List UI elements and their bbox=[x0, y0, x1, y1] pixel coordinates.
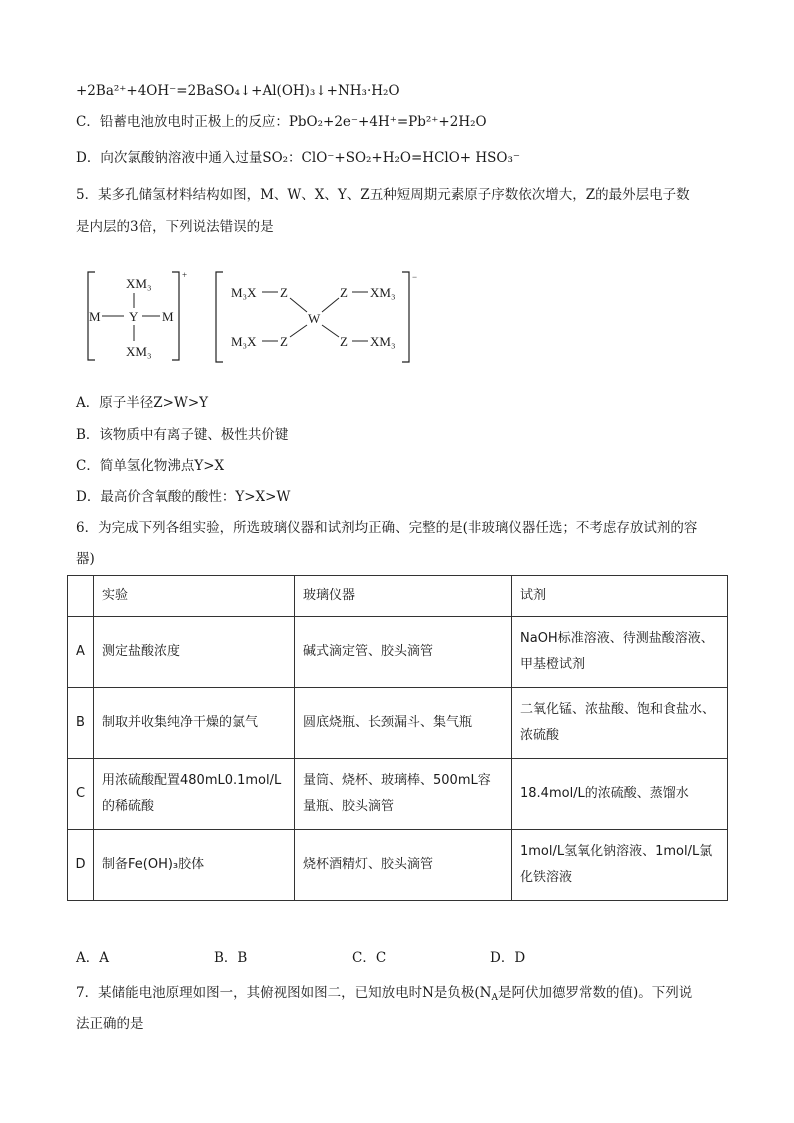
q5-stem-line-1: 5．某多孔储氢材料结构如图，M、W、X、Y、Z五种短周期元素原子序数依次增大，Z的最外层电子数 bbox=[76, 187, 690, 203]
cell-line: 二氧化锰、浓盐酸、饱和食盐水、 bbox=[520, 702, 716, 717]
experiment-cell bbox=[94, 617, 295, 688]
anion-top-right-group: XM₃ bbox=[370, 285, 396, 300]
cation-bottom-group: XM₃ bbox=[126, 344, 152, 359]
q5-option-a: A．原子半径Z>W>Y bbox=[76, 395, 209, 411]
table-row bbox=[68, 759, 728, 830]
experiment-table bbox=[67, 575, 728, 901]
anion-left-bracket bbox=[216, 272, 223, 362]
row-key: B bbox=[68, 688, 94, 759]
cell-line: 化铁溶液 bbox=[520, 870, 573, 885]
q6-answer-d: D．D bbox=[490, 950, 526, 966]
cell-line: 甲基橙试剂 bbox=[520, 657, 586, 672]
q6-answer-b: B．B bbox=[214, 950, 248, 966]
cell-line: 量筒、烧杯、玻璃棒、500mL容 bbox=[303, 773, 491, 788]
anion-top-left-z: Z bbox=[280, 285, 288, 300]
anion-bottom-right-z: Z bbox=[340, 334, 348, 349]
cation-right-bracket bbox=[172, 272, 179, 360]
q6-stem-line-2: 器) bbox=[76, 551, 95, 567]
glassware-cell bbox=[295, 830, 512, 901]
cell-line: 碱式滴定管、胶头滴管 bbox=[303, 644, 434, 659]
table-header-cell: 试剂 bbox=[512, 576, 728, 617]
table-header-cell: 玻璃仪器 bbox=[295, 576, 512, 617]
cell-line: 用浓硫酸配置480mL0.1mol/L bbox=[102, 773, 282, 788]
anion-bottom-left-group: M₃X bbox=[231, 334, 257, 349]
q4-option-a-continued: +2Ba²⁺+4OH⁻=2BaSO₄↓+Al(OH)₃↓+NH₃·H₂O bbox=[76, 83, 400, 99]
cation-left-bracket bbox=[88, 272, 95, 360]
cell-line: 1mol/L氢氧化钠溶液、1mol/L氯 bbox=[520, 844, 713, 859]
table-header-cell bbox=[68, 576, 94, 617]
experiment-cell bbox=[94, 830, 295, 901]
q6-answer-a: A．A bbox=[76, 950, 109, 966]
cation-charge: + bbox=[182, 270, 188, 280]
q5-option-d: D．最高价含氧酸的酸性：Y>X>W bbox=[76, 489, 291, 505]
anion-bottom-left-z: Z bbox=[280, 334, 288, 349]
glassware-cell bbox=[295, 759, 512, 830]
table-row bbox=[68, 688, 728, 759]
reagent-cell bbox=[512, 688, 728, 759]
reagent-cell bbox=[512, 759, 728, 830]
cell-line: NaOH标准溶液、待测盐酸溶液、 bbox=[520, 631, 714, 646]
cell-line: 制取并收集纯净干燥的氯气 bbox=[102, 715, 259, 730]
cell-line: 浓硫酸 bbox=[520, 728, 560, 743]
row-key: C bbox=[68, 759, 94, 830]
row-key: D bbox=[68, 830, 94, 901]
cell-line: 圆底烧瓶、长颈漏斗、集气瓶 bbox=[303, 715, 473, 730]
cation-left-atom: M bbox=[89, 309, 101, 324]
anion-right-bracket bbox=[402, 272, 409, 362]
q5-option-b: B．该物质中有离子键、极性共价键 bbox=[76, 427, 289, 443]
cation-center-atom: Y bbox=[129, 309, 139, 324]
cation-top-group: XM₃ bbox=[126, 276, 152, 291]
cell-line: 量瓶、胶头滴管 bbox=[303, 799, 395, 814]
q7-stem-line-1 bbox=[76, 984, 692, 1002]
q6-stem-line-1: 6．为完成下列各组实验，所选玻璃仪器和试剂均正确、完整的是(非玻璃仪器任选；不考虑存放试剂的容 bbox=[76, 520, 698, 536]
table-row bbox=[68, 830, 728, 901]
reagent-cell bbox=[512, 830, 728, 901]
q5-stem-line-2: 是内层的3倍，下列说法错误的是 bbox=[76, 219, 274, 235]
q7-stem-part: 是阿伏加德罗常数的值)。下列说 bbox=[497, 985, 693, 1001]
cell-line: 的稀硫酸 bbox=[102, 799, 155, 814]
anion-charge: − bbox=[412, 272, 418, 282]
anion-top-left-group: M₃X bbox=[231, 285, 257, 300]
cell-line: 测定盐酸浓度 bbox=[102, 644, 181, 659]
q6-answer-c: C．C bbox=[352, 950, 387, 966]
anion-bottom-right-group: XM₃ bbox=[370, 334, 396, 349]
anion-center-atom: W bbox=[308, 311, 321, 326]
q7-subscript: A bbox=[491, 993, 498, 1003]
table-header-cell: 实验 bbox=[94, 576, 295, 617]
q4-option-c: C．铅蓄电池放电时正极上的反应：PbO₂+2e⁻+4H⁺=Pb²⁺+2H₂O bbox=[76, 114, 487, 130]
cell-line: 烧杯酒精灯、胶头滴管 bbox=[303, 857, 434, 872]
row-key: A bbox=[68, 617, 94, 688]
experiment-cell bbox=[94, 688, 295, 759]
cell-line: 18.4mol/L的浓硫酸、蒸馏水 bbox=[520, 786, 689, 801]
glassware-cell bbox=[295, 617, 512, 688]
q7-stem-line-2: 法正确的是 bbox=[76, 1016, 144, 1032]
glassware-cell bbox=[295, 688, 512, 759]
table-header-row bbox=[68, 576, 728, 617]
anion-top-right-z: Z bbox=[340, 285, 348, 300]
reagent-cell bbox=[512, 617, 728, 688]
cell-line: 制备Fe(OH)₃胶体 bbox=[102, 857, 205, 872]
q5-option-c: C．简单氢化物沸点Y>X bbox=[76, 458, 225, 474]
experiment-cell bbox=[94, 759, 295, 830]
q7-stem-part: 7．某储能电池原理如图一，其俯视图如图二，已知放电时N是负极(N bbox=[76, 985, 492, 1001]
q4-option-d: D．向次氯酸钠溶液中通入过量SO₂：ClO⁻+SO₂+H₂O=HClO+ HSO₃⁻ bbox=[76, 150, 521, 166]
cation-right-atom: M bbox=[162, 309, 174, 324]
table-row bbox=[68, 617, 728, 688]
